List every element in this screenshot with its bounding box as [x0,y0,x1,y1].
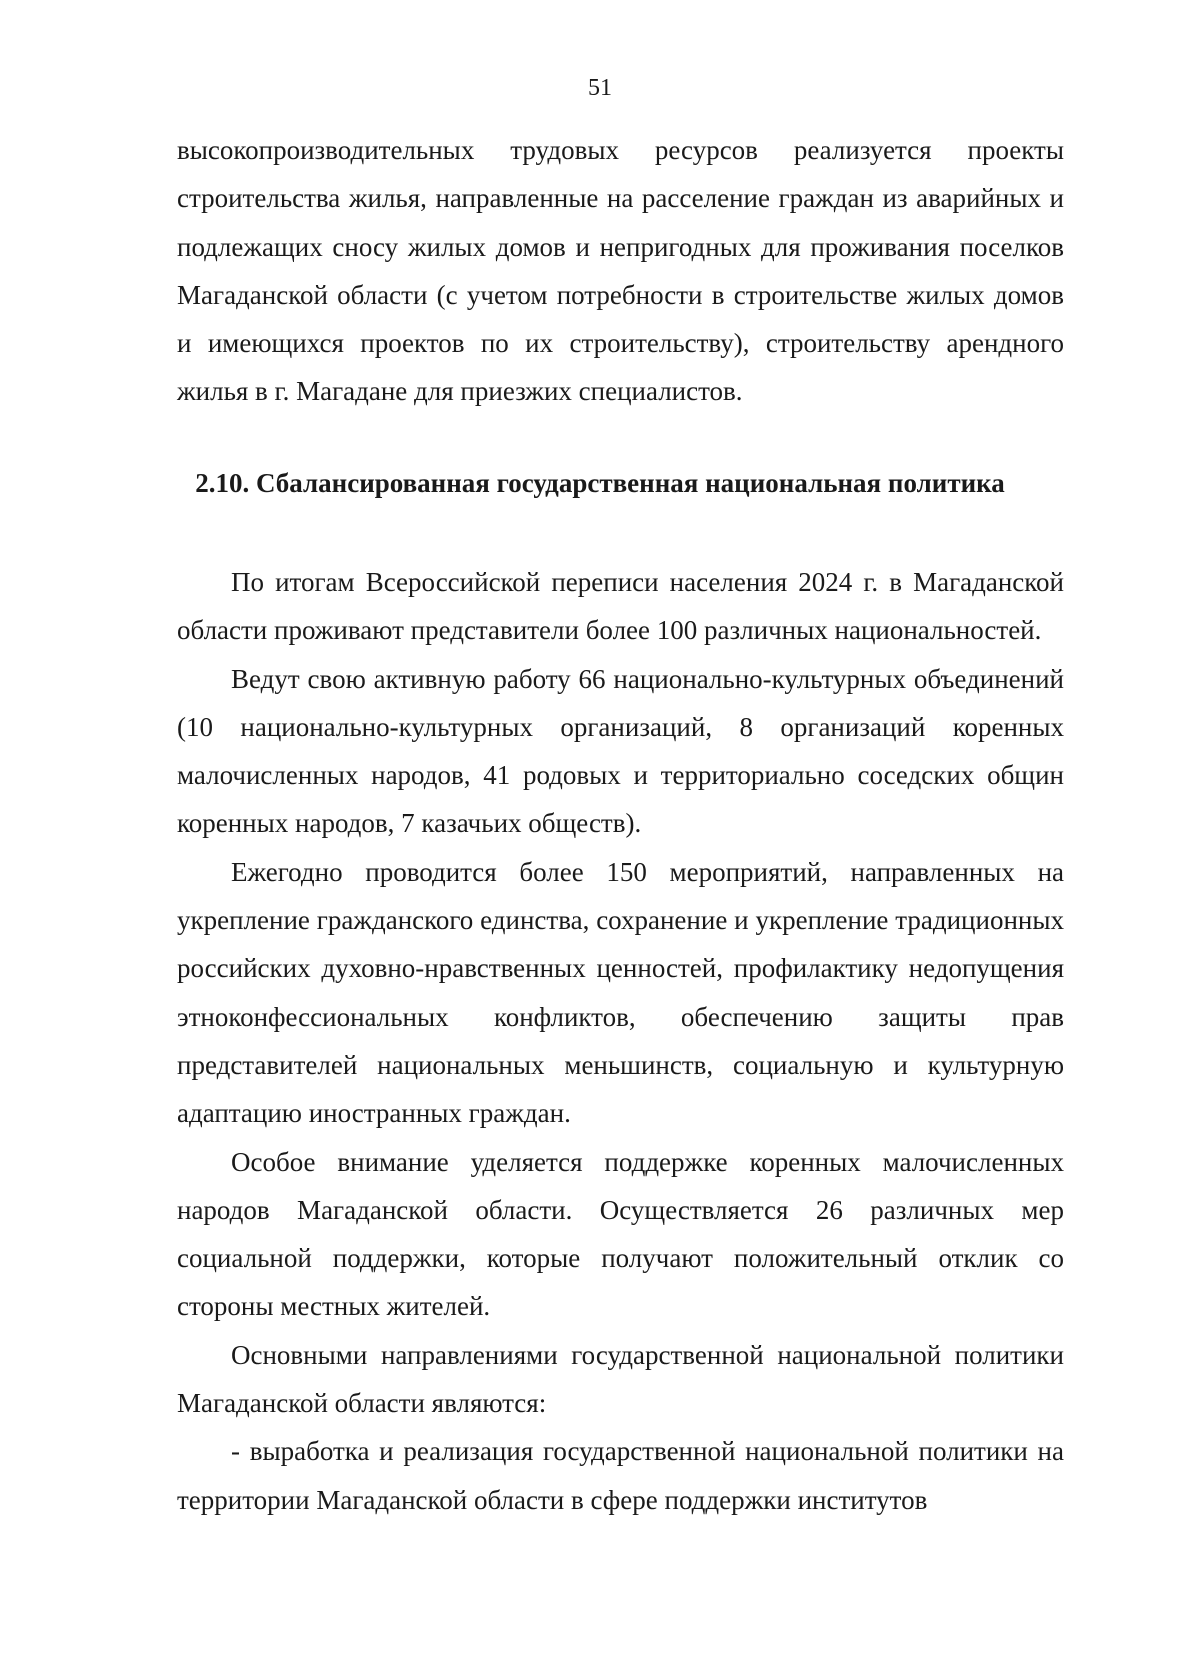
section-heading: 2.10. Сбалансированная государственная национальная политика [195,468,1005,498]
intro-paragraph: высокопроизводительных трудовых ресурсов реализуется проекты строительства жилья, направленные на расселение граждан из аварийных и подлежащих сносу жилых домов и непригодных для проживания поселков Магаданской области (с учетом потребности в строительстве жилых домов и имеющихся проектов по их строительству), строительству арендного жилья в г. Магадане для приезжих специалистов. [177,135,1064,407]
paragraph-main-directions: Основными направлениями государственной национальной политики Магаданской области являются: [177,1339,1064,1419]
section-body [177,558,1064,1524]
page-number: 51 [588,75,612,101]
paragraph-events: Ежегодно проводится более 150 мероприятий, направленных на укрепление гражданского единства, сохранение и укрепление традиционных российских духовно-нравственных ценностей, профилактику недопущения этноконфессиональных конфликтов, обеспечению защиты прав представителей национальных меньшинств, социальную и культурную адаптацию иностранных граждан. [177,856,1064,1129]
intro-text-block [177,126,1064,416]
list-item-policy: - выработка и реализация государственной национальной политики на территории Магаданской области в сфере поддержки институтов [177,1436,1064,1515]
paragraph-census: По итогам Всероссийской переписи населения 2024 г. в Магаданской области проживают представители более 100 различных национальностей. [177,567,1064,646]
paragraph-indigenous-support: Особое внимание уделяется поддержке коренных малочисленных народов Магаданской области. Осуществляется 26 различных мер социальной поддержки, которые получают положительный отклик со стороны местных жителей. [177,1146,1064,1322]
paragraph-associations: Ведут свою активную работу 66 национально-культурных объединений (10 национально-культурных организаций, 8 организаций коренных малочисленных народов, 41 родовых и территориально соседских общин коренных народов, 7 казачьих обществ). [177,663,1064,839]
